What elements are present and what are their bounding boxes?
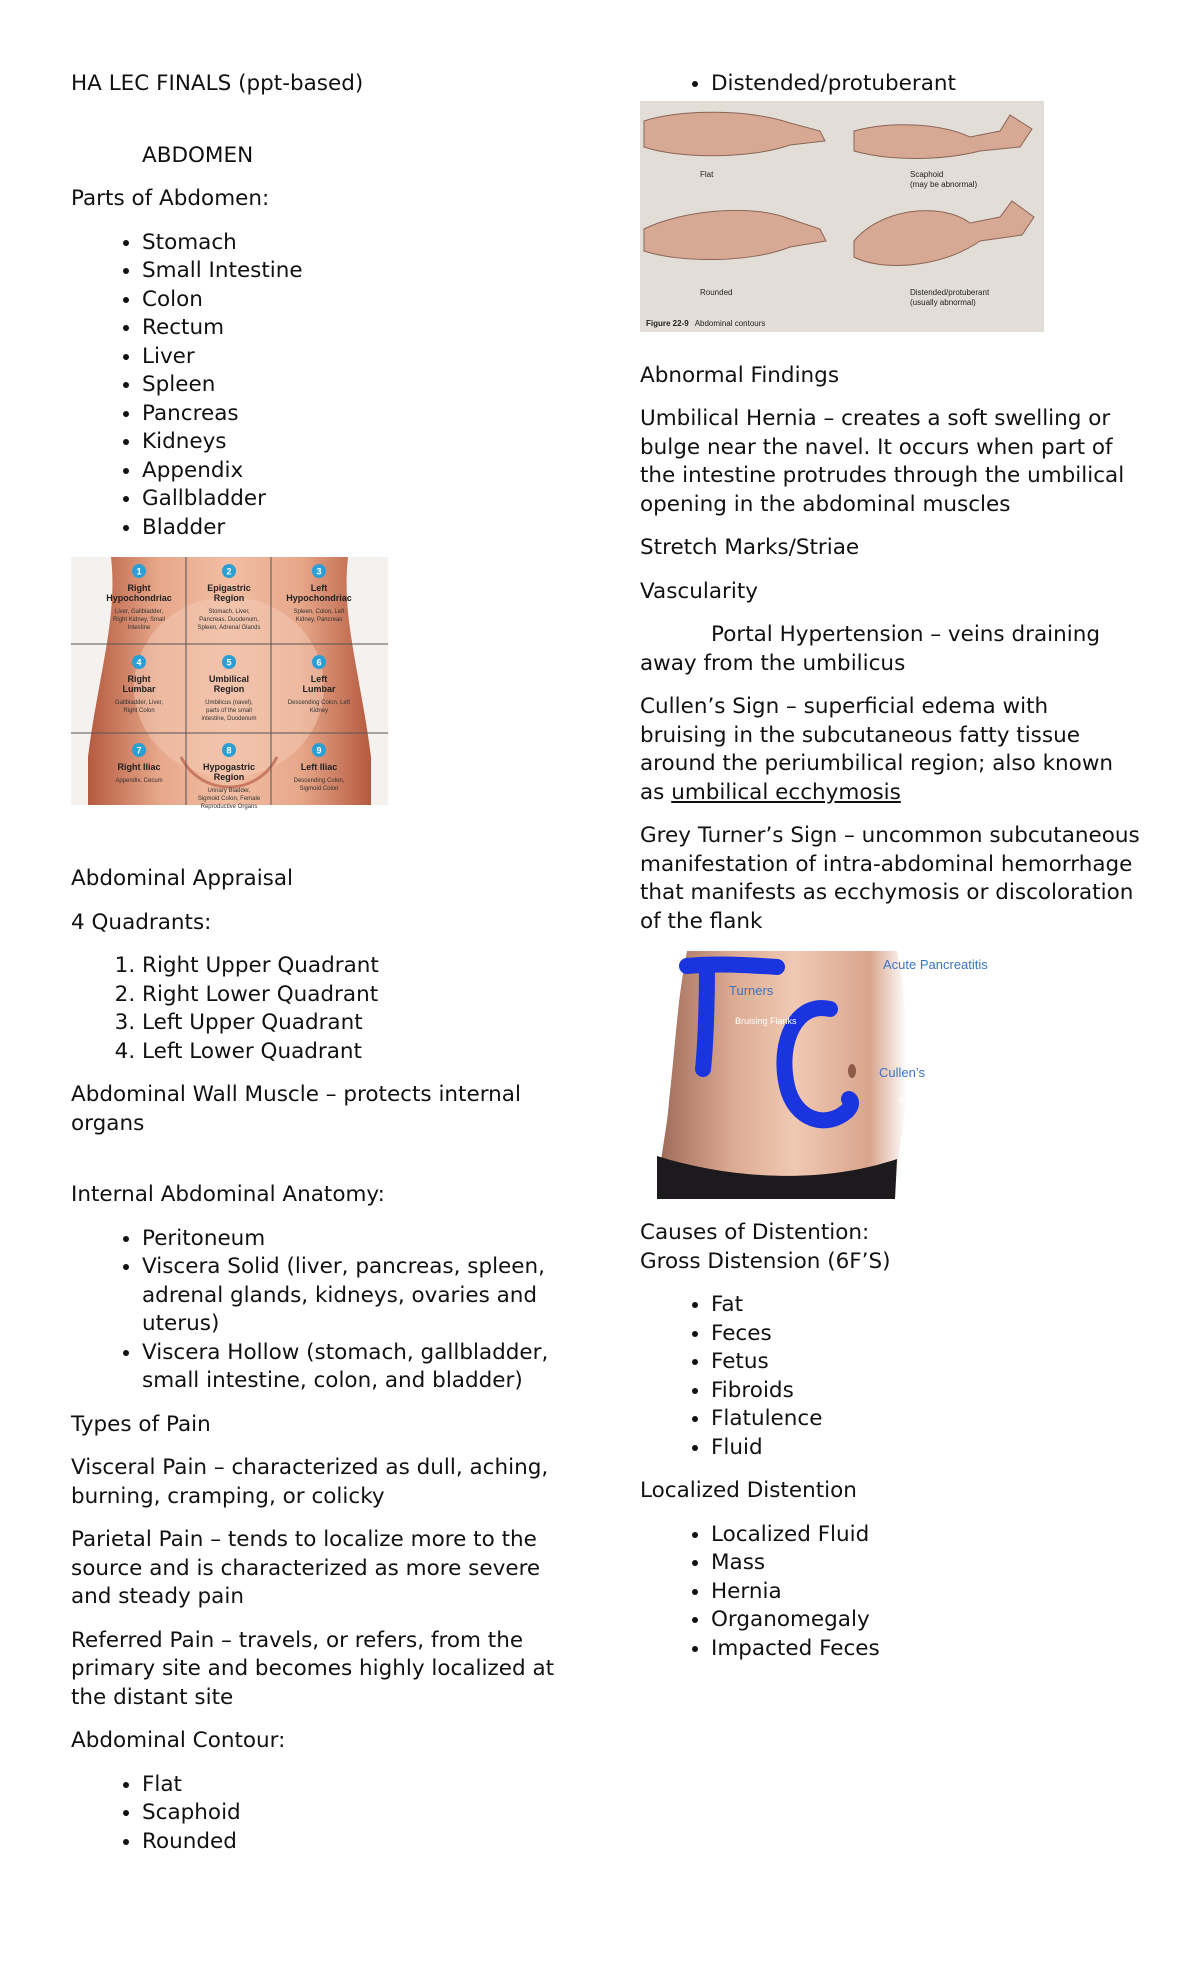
region-organs: Spleen, Adrenal Glands [197,625,261,631]
region-number: 1 [136,566,142,577]
region-organs: Intestine [127,625,151,631]
region-organs: Urinary Bladder, [207,788,251,794]
list-item: • Scaphoid [142,1799,581,1828]
region-organs: Spleen, Colon, Left [293,609,345,615]
region-name: Region [213,593,245,603]
contour-list [71,1771,581,1857]
list-item: • Distended/protuberant [711,70,1140,99]
gross-distention-heading: Gross Distension (6F’S) [640,1248,891,1274]
region-name: Umbilical [208,674,250,684]
region-organs: Kidney, Pancreas [295,617,343,623]
region-organs: Reproductive Organs [200,804,258,810]
region-number: 4 [136,657,142,668]
region-number: 3 [316,566,322,577]
region-name: Region [213,772,245,782]
pancreatitis-signs-svg [647,951,1009,1199]
contour-list-continued [640,70,1140,99]
list-item: • Kidneys [142,428,581,457]
region-name: Region [213,684,245,694]
quadrants-heading: 4 Quadrants: [71,909,212,935]
cullens-label: Cullen’s [879,1065,926,1080]
list-item: 1. Right Upper Quadrant [142,952,581,981]
region-name: Left [310,583,328,593]
figure-caption-text: Abdominal contours [694,318,766,328]
list-item: • Flat [142,1771,581,1800]
region-organs: Pancreas, Duodenum, [199,617,259,623]
abdominal-contours-svg [640,101,1044,332]
region-organs: Umbilicus (navel), [205,700,253,706]
list-item: • Fluid [711,1434,1140,1463]
region-organs: Gallbladder, Liver, [114,700,164,706]
contour-label-flat: Flat [700,169,714,179]
region-name: Lumbar [122,684,156,694]
list-item: • Organomegaly [711,1606,1140,1635]
list-item: • Viscera Hollow (stomach, gallbladder, small intestine, colon, and bladder) [142,1339,581,1396]
pain-heading: Types of Pain [71,1411,211,1437]
region-name: Left [310,674,328,684]
gross-distention-list [640,1291,1140,1462]
region-organs: Sigmoid Colon, Female [197,796,261,802]
portal-hypertension-text: Portal Hypertension – veins draining away from the umbilicus [640,622,1100,676]
contour-label-scaphoid: Scaphoid (may be abnormal) [910,169,978,189]
section-title: ABDOMEN [142,142,254,168]
list-item: • Stomach [142,229,581,258]
list-item: 2. Right Lower Quadrant [142,981,581,1010]
figure-caption [646,319,765,328]
parietal-pain-text: Parietal Pain – tends to localize more to the source and is characterized as more severe and steady pain [71,1527,541,1609]
internal-list [71,1225,581,1396]
distention-heading: Causes of Distention: [640,1220,870,1245]
list-item: • Rectum [142,314,581,343]
list-item: • Gallbladder [142,485,581,514]
appraisal-heading: Abdominal Appraisal [71,866,294,891]
contour-label-rounded: Rounded [700,287,733,297]
turners-sublabel: Bruising Flanks [735,1016,797,1026]
list-item: • Spleen [142,371,581,400]
list-item: • Fetus [711,1348,1140,1377]
region-organs: intestine, Duodenum [201,716,257,722]
list-item: • Fibroids [711,1377,1140,1406]
wall-muscle-text: Abdominal Wall Muscle – protects internal organs [71,1082,521,1136]
region-number: 5 [226,657,232,668]
parts-heading: Parts of Abdomen: [71,186,270,211]
cullens-sign-synonym: umbilical ecchymosis [671,779,901,805]
quadrants-list [71,952,581,1066]
region-organs: Descending Colon, [293,778,345,784]
list-item: • Viscera Solid (liver, pancreas, spleen, adrenal glands, kidneys, ovaries and uterus) [142,1253,581,1339]
abdominal-regions-figure [71,557,581,810]
region-organs: Sigmoid Colon [299,786,339,792]
list-item: • Localized Fluid [711,1521,1140,1550]
localized-distention-heading: Localized Distention [640,1478,857,1503]
list-item: • Hernia [711,1578,1140,1607]
right-column [640,70,1140,1678]
region-organs: Right Colon [123,708,155,714]
region-name: Hypochondriac [286,593,352,603]
list-item: • Mass [711,1549,1140,1578]
region-organs: Appendix, Cecum [115,778,163,784]
turners-label: Turners [729,983,774,998]
list-item: • Appendix [142,457,581,486]
referred-pain-text: Referred Pain – travels, or refers, from the primary site and becomes highly localized at the distant site [71,1627,555,1710]
region-organs: Right Kidney, Small [113,617,165,623]
region-organs: Kidney [309,708,329,714]
list-item: • Rounded [142,1828,581,1857]
vascularity-text: Vascularity [640,578,758,604]
region-name: Right [127,583,151,593]
acute-pancreatitis-label: Acute Pancreatitis [883,957,988,972]
list-item: • Impacted Feces [711,1635,1140,1664]
region-number: 6 [316,657,322,668]
list-item: • Flatulence [711,1405,1140,1434]
region-organs: Stomach, Liver, [208,609,250,615]
list-item: • Colon [142,286,581,315]
region-organs: Liver, Gallbladder, [114,609,164,615]
cullens-sublabel: Bruising around umbilicus [899,1096,991,1105]
region-name: Right [127,674,151,684]
contour-label-distended: Distended/protuberant (usually abnormal) [910,287,990,307]
region-name: Hypogastric [202,762,256,772]
region-organs: parts of the small [206,708,252,714]
region-number: 9 [316,745,322,756]
region-name: Left Iliac [300,762,338,772]
visceral-pain-text: Visceral Pain – characterized as dull, aching, burning, cramping, or colicky [71,1455,549,1509]
document-title: HA LEC FINALS (ppt-based) [71,71,364,96]
parts-list [71,229,581,543]
abnormal-heading: Abnormal Findings [640,362,840,388]
left-column [71,70,581,1871]
list-item: 4. Left Lower Quadrant [142,1038,581,1067]
cullens-sign-definition: Cullen’s Sign – superficial edema with bruising in the subcutaneous fatty tissue around the periumbilical region; also known as [640,694,1114,805]
umbilical-hernia-text: Umbilical Hernia – creates a soft swelling or bulge near the navel. It occurs when part of the intestine protrudes through the umbilical opening in the abdominal muscles [640,406,1125,517]
region-name: Right Iliac [117,762,161,772]
localized-distention-list [640,1521,1140,1664]
abdominal-regions-svg [71,557,388,810]
region-name: Epigastric [207,583,251,593]
list-item: • Feces [711,1320,1140,1349]
internal-heading: Internal Abdominal Anatomy: [71,1182,385,1207]
list-item: • Pancreas [142,400,581,429]
region-name: Lumbar [302,684,336,694]
list-item: • Bladder [142,514,581,543]
list-item: 3. Left Upper Quadrant [142,1009,581,1038]
region-name: Hypochondriac [106,593,172,603]
striae-text: Stretch Marks/Striae [640,535,860,560]
cullens-sign-text [640,693,1140,807]
contour-heading: Abdominal Contour: [71,1728,286,1753]
list-item: • Small Intestine [142,257,581,286]
grey-turner-text: Grey Turner’s Sign – uncommon subcutaneous manifestation of intra-abdominal hemorrhage that manifests as ecchymosis or discoloration of the flank [640,823,1140,934]
list-item: • Liver [142,343,581,372]
region-number: 2 [226,566,232,577]
abdominal-contours-figure [640,101,1140,332]
list-item: • Peritoneum [142,1225,581,1254]
list-item: • Fat [711,1291,1140,1320]
region-number: 8 [226,745,232,756]
region-number: 7 [136,745,142,756]
region-organs: Descending Colon, Left [287,700,351,706]
figure-caption-number: Figure 22-9 [646,318,689,328]
pancreatitis-signs-figure [647,951,1140,1199]
